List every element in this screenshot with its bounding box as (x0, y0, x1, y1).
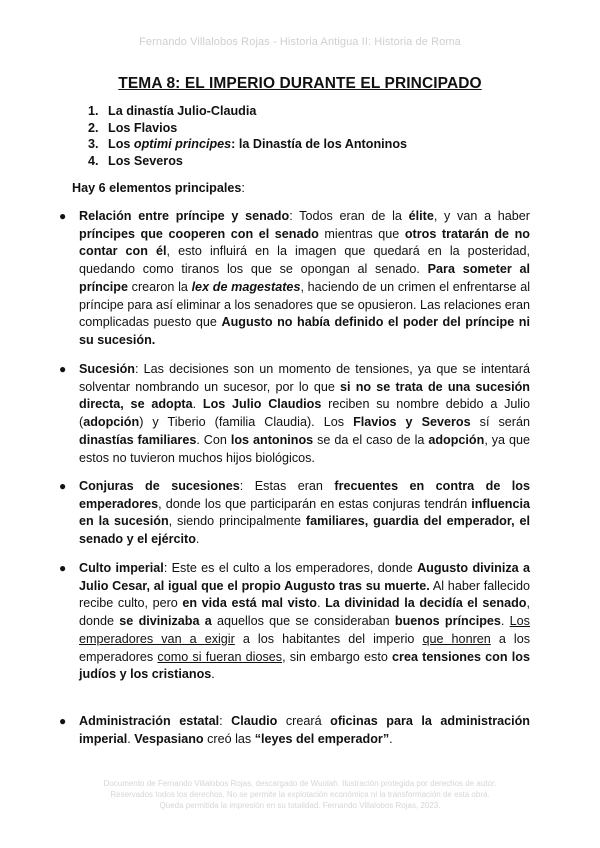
toc-text: Los (108, 137, 134, 151)
toc-text: La dinastía Julio-Claudia (108, 104, 257, 118)
text-run: familiares, guardia del emperador, el senado y el ejército (79, 514, 530, 547)
text-run: , siendo principalmente (168, 514, 306, 529)
intro-bold: Hay 6 elementos principales (72, 181, 242, 195)
text-run: Conjuras de sucesiones (79, 479, 240, 493)
bullet-paragraph (59, 361, 531, 467)
text-run: La divinidad la decidía el senado (325, 596, 527, 611)
text-run: crearon la (128, 279, 192, 294)
text-run: creó las (203, 731, 255, 746)
text-run: Flavios y Severos (353, 415, 471, 430)
text-run: , esto influirá en la imagen que quedará en la posteridad, quedando como tiranos los que se opongan al senado. (79, 244, 530, 277)
text-run: Claudio (231, 714, 278, 728)
footer-line: Queda permitida la impresión en su totalidad. Fernando Villalobos Rojas, 2023. (159, 801, 441, 810)
text-run: buenos príncipes (394, 614, 501, 629)
text-run: , y van a haber (433, 209, 530, 223)
text-run: Al haber fallecido recibe culto, pero (79, 578, 530, 611)
text-run: . (195, 532, 200, 547)
bullet-icon: ● (59, 479, 67, 493)
table-of-contents (88, 103, 407, 169)
page-footer (0, 778, 600, 811)
page-title: TEMA 8: EL IMPERIO DURANTE EL PRINCIPADO (118, 75, 482, 92)
text-run: . (192, 397, 203, 412)
text-run: aquellos que se consideraban (211, 614, 395, 629)
footer-line: Documento de Fernando Villalobos Rojas, descargado de Wuolah. Ilustración protegida por derechos de autor. (103, 779, 497, 788)
bullet-paragraph (59, 560, 531, 684)
bullet-icon: ● (59, 561, 67, 575)
text-run: oficinas para la administración imperial (79, 714, 530, 746)
text-run: . (127, 731, 135, 746)
text-run: Los Julio Claudios (202, 397, 322, 412)
text-run: , haciendo de un crimen el enfrentarse al príncipe para así eliminar a los senadores que se opusieron. Las relaciones eran complicadas puesto que (79, 279, 530, 330)
text-run: . (500, 614, 510, 629)
toc-item (88, 136, 407, 153)
text-run: sí serán (470, 415, 530, 430)
text-run: crea tensiones con los judíos y los cristianos (79, 649, 530, 682)
text-run: ) y Tiberio (familia Claudia). Los (139, 415, 354, 430)
text-run: en vida está mal visto (182, 596, 317, 611)
toc-item (88, 153, 407, 170)
text-run: adopción (83, 415, 140, 430)
toc-number: 2. (88, 120, 99, 135)
text-run: : Todos eran de la (289, 209, 409, 223)
toc-item (88, 103, 407, 120)
text-run: , sin embargo esto (282, 649, 393, 664)
text-run: influencia en la sucesión (79, 496, 530, 529)
text-run: Los emperadores van a exigir (79, 614, 530, 646)
toc-item (88, 120, 407, 137)
toc-number: 4. (88, 153, 99, 168)
text-run: . (316, 596, 326, 611)
text-run: : Las decisiones son un momento de tensiones, ya que se intentará solventar nombrando un sucesor, por lo que (79, 362, 530, 394)
text-run: a los emperadores (79, 631, 531, 664)
text-run: a los habitantes del imperio (234, 631, 423, 646)
text-run: : Este es el culto a los emperadores, donde (163, 561, 418, 575)
text-run: mientras que (318, 226, 405, 241)
text-run: se divinizaba a (119, 614, 212, 629)
text-run: : (219, 714, 232, 728)
text-run: los antoninos (230, 432, 314, 447)
text-run: como si fueran dioses (157, 649, 283, 664)
bullet-icon: ● (59, 209, 67, 223)
text-run: . (211, 667, 215, 682)
toc-number: 1. (88, 104, 99, 118)
text-run: Para someter al príncipe (79, 262, 530, 294)
text-run: se da el caso de la (313, 432, 429, 447)
text-run: Culto imperial (79, 561, 164, 575)
text-run: frecuentes en contra de los emperadores (79, 479, 530, 511)
page-header: Fernando Villalobos Rojas - Historia Antigua II: Historia de Roma (139, 36, 461, 48)
text-run: príncipes que cooperen con el senado (79, 226, 319, 241)
text-run: reciben su nombre debido a Julio ( (79, 397, 530, 430)
toc-text: Los Flavios (108, 120, 178, 135)
bullet-icon: ● (59, 714, 67, 728)
footer-line: Reservados todos los derechos. No se permite la explotación económica ni la transformación de esta obra. (110, 790, 490, 799)
text-run: : Estas eran (239, 479, 335, 493)
toc-text: : la Dinastía de los Antoninos (231, 137, 408, 151)
text-run: . Con (196, 432, 231, 447)
bullet-paragraph (59, 208, 530, 350)
text-run: Augusto diviniza a Julio Cesar, al igual que el propio Augusto tras su muerte. (79, 561, 530, 593)
intro-rest: : (241, 181, 245, 195)
bullet-paragraph (59, 478, 530, 549)
text-run: otros tratarán de no contar con él (79, 226, 530, 259)
text-run: lex de magestates (191, 279, 301, 294)
text-run: , ya que estos no tuvieron muchos hijos biológicos. (79, 432, 531, 465)
text-run: Administración estatal (79, 714, 220, 728)
bullet-paragraph (59, 713, 530, 748)
text-run: adopción (428, 432, 485, 447)
text-run: dinastías familiares (79, 432, 197, 447)
intro-line (72, 180, 245, 197)
toc-text: Los Severos (108, 153, 183, 168)
bullet-icon: ● (59, 362, 67, 376)
text-run: si no se trata de una sucesión directa, se adopta (79, 379, 531, 412)
text-run: Augusto no había definido el poder del príncipe ni su sucesión. (79, 315, 530, 347)
text-run: , donde (79, 596, 530, 629)
text-run: . (389, 731, 393, 746)
text-run: élite (408, 209, 434, 223)
text-run: que honren (422, 631, 491, 646)
text-run: Relación entre príncipe y senado (79, 209, 290, 223)
toc-number: 3. (88, 137, 99, 151)
text-run: , donde los que participarán en estas conjuras tendrán (158, 496, 472, 511)
text-run: Sucesión (79, 362, 135, 376)
text-run: “leyes del emperador” (254, 731, 390, 746)
text-run: Vespasiano (134, 731, 204, 746)
toc-text-italic: optimi principes (133, 137, 232, 151)
text-run: creará (277, 714, 331, 728)
